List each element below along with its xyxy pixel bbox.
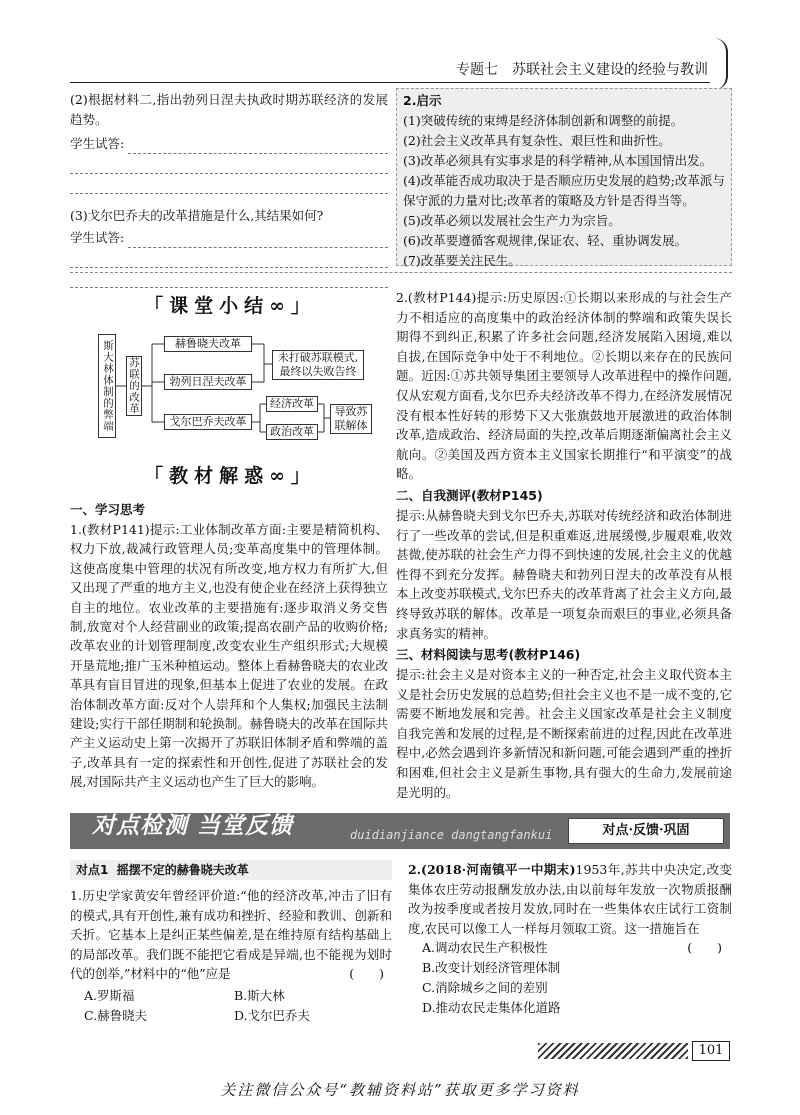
summary-title: 「课堂小结∞」 — [144, 295, 316, 317]
insight-item: (7)改革要关注民生。 — [403, 253, 521, 268]
insights-title: 2.启示 — [403, 93, 442, 108]
reading-text: 提示:社会主义是对资本主义的一种否定,社会主义取代资本主义是社会历史发展的总趋势;但社会主义也不是一成不变的,它需要不断地发展和完善。社会主义国家改革是社会主义制度自我完善和发展的过程,是不断探索前进的过程,因此在改革进程中,必然会遇到许多新情况和新问题,可能会遇到严重的挫折和困难,但社会主义是新生事物,具有强大的生命力,发展前途是光明的。 — [396, 667, 732, 800]
answer-bracket[interactable]: ( ) — [687, 940, 722, 956]
diagram-polit-box: 政治改革 — [266, 424, 318, 440]
practice-right-column — [408, 860, 732, 1018]
answer-line[interactable] — [128, 232, 388, 248]
reading-heading: 三、材料阅读与思考(教材P146) — [396, 647, 581, 663]
summary-title-text: 课堂小结 — [169, 295, 270, 317]
insight-item: (2)社会主义改革具有复杂性、艰巨性和曲折性。 — [403, 133, 671, 148]
section-divider — [70, 272, 732, 273]
study-think-answer: 1.(教材P141)提示:工业体制改革方面:主要是精简机构、权力下放,裁减行政管理人员;变革高度集中的管理体制。这使高度集中管理的状况有所改变,地方权力有所扩大,但又出现了严重的地方主义,也没有使企业在经济上获得独立自主的地位。农业改革的主要措施有:逐步取消义务交售制,放宽对个人经营副业的政策;提高农副产品的收购价格;改革农业的计划管理制度,改变农业生产组织形式;大规模开垦荒地;推广玉米种植运动。整体上看赫鲁晓夫的农业改革具有盲目冒进的现象,但基本上促进了农业的发展。在政治体制改革方面:反对个人崇拜和个人集权;加强民主法制建设;实行干部任期制和轮换制。赫鲁晓夫的改革在国际共产主义运动史上第一次揭开了苏联旧体制矛盾和弊端的盖子,改革具有一定的探索性和开创性,促进了苏联社会的发展,对国际共产主义运动也产生了巨大的影响。 — [70, 522, 388, 790]
option-c[interactable]: C.赫鲁晓夫 — [84, 1007, 148, 1023]
question-2-text: 1953年,苏共中央决定,改变集体农庄劳动报酬发放办法,由以前每年发放一次物质报酬改为按季度或者按月发放,同时在一些集体农庄试行工资制度,农民可以像工人一样每月领取工资。这一措施旨在 — [408, 862, 732, 936]
point-title: 摇摆不定的赫鲁晓夫改革 — [116, 863, 249, 877]
question-2-source: 2.(2018·河南镇平一中期末) — [408, 862, 576, 877]
answer-label-2: 学生试答: — [70, 136, 125, 151]
page-number-decoration — [538, 1043, 688, 1059]
option-b[interactable]: B.改变计划经济管理体制 — [422, 960, 561, 976]
header-rule — [70, 82, 710, 83]
question-1-text: 1.历史学家黄安年曾经评价道:“他的经济改革,冲击了旧有的模式,具有开创性,兼有成功和挫折、经验和教训、创新和夭折。它基本上是纠正某些偏差,是在维持原有结构基础上的局部改革。我们既不能把它看成是异端,也不能视为划时代的创举,”材料中的“他”应是 — [70, 888, 392, 982]
textbook-right-column — [396, 288, 732, 802]
answer-bracket[interactable]: ( ) — [349, 966, 384, 982]
option-b[interactable]: B.斯大林 — [234, 987, 285, 1003]
answer-line[interactable] — [70, 272, 388, 288]
practice-left-column — [70, 860, 392, 1026]
question-2: (2)根据材料二,指出勃列日涅夫执政时期苏联经济的发展趋势。 — [70, 92, 388, 127]
self-test-heading: 二、自我测评(教材P145) — [396, 487, 543, 503]
diagram-gorbachev-box: 戈尔巴乔夫改革 — [164, 414, 252, 430]
banner-tag: 对点·反馈·巩固 — [568, 818, 724, 844]
diagram-khrushchev-box: 赫鲁晓夫改革 — [164, 336, 252, 352]
header-bracket-decoration — [714, 38, 728, 90]
answer-2-text: 2.(教材P144)提示:历史原因:①长期以来形成的与社会生产力不相适应的高度集中的政治经济体制的弊端和政策失误长期得不到纠正,积累了许多社会问题,经济发展陷入困境,难以自拔,在国际竞争中处于不利地位。②长期以来存在的民族问题。近因:①苏共领导集团主要领导人改革进程中的操作问题,仅从宏观方面看,戈尔巴乔夫经济改革不得力,在经济发展情况没有根本性好转的形势下又大张旗鼓地开展激进的政治体制改革,造成政治、经济局面的失控,改革后期逐渐偏离社会主义航向。②美国及西方资本主义国家长期推行“和平演变”的战略。 — [396, 290, 732, 482]
point-heading — [70, 860, 392, 880]
self-test-text: 提示:从赫鲁晓夫到戈尔巴乔夫,苏联对传统经济和政治体制进行了一些改革的尝试,但是积重难返,进展缓慢,步履艰难,收效甚微,使苏联的社会生产力得不到快速的发展,社会主义的优越性得不到充分发挥。赫鲁晓夫和勃列日涅夫的改革没有从根本上改变苏联模式,戈尔巴乔夫的改革背离了社会主义方向,最终导致苏联的解体。改革是一项复杂而艰巨的事业,必须具备求真务实的精神。 — [396, 507, 732, 641]
question-3: (3)戈尔巴乔夫的改革措施是什么,其结果如何? — [70, 208, 324, 223]
banner-title: 对点检测 当堂反馈 — [92, 813, 294, 839]
option-d[interactable]: D.戈尔巴乔夫 — [234, 1007, 311, 1023]
insight-item: (1)突破传统的束缚是经济体制创新和调整的前提。 — [403, 113, 684, 128]
diagram-brezhnev-box: 勃列日涅夫改革 — [164, 374, 252, 390]
footer-note: 关注微信公众号“教辅资料站”获取更多学习资料 — [220, 1081, 580, 1099]
answer-label-3: 学生试答: — [70, 230, 125, 245]
banner-subtitle: duidianjiance dangtangfankui — [350, 828, 553, 842]
answer-line[interactable] — [70, 252, 388, 268]
diagram-root-box: 斯大林体制的弊端 — [98, 334, 116, 438]
q1-options — [70, 986, 392, 1026]
option-a[interactable]: A.调动农民生产积极性 — [422, 940, 548, 956]
textbook-title: 「教材解惑∞」 — [144, 465, 316, 487]
option-c[interactable]: C.消除城乡之间的差别 — [422, 980, 548, 996]
diagram-result1-box: 未打破苏联模式,最终以失败告终 — [272, 350, 364, 380]
page-number: 101 — [692, 1041, 730, 1061]
q2-options — [408, 938, 732, 1018]
answer-line[interactable] — [70, 178, 388, 194]
insight-item: (4)改革能否成功取决于是否顺应历史发展的趋势;改革派与保守派的力量对比;改革者的策略及方针是否得当等。 — [403, 173, 725, 208]
diagram-econ-box: 经济改革 — [266, 396, 318, 412]
insight-item: (3)改革必须具有实事求是的科学精神,从本国国情出发。 — [403, 153, 713, 168]
summary-diagram — [92, 332, 376, 440]
answer-line[interactable] — [70, 158, 388, 174]
option-a[interactable]: A.罗斯福 — [84, 987, 135, 1003]
answer-line[interactable] — [128, 138, 388, 154]
textbook-title-text: 教材解惑 — [169, 465, 270, 487]
page-header-title: 专题七 苏联社会主义建设的经验与教训 — [456, 62, 708, 78]
insight-item: (6)改革要遵循客观规律,保证农、轻、重协调发展。 — [403, 233, 688, 248]
option-d[interactable]: D.推动农民走集体化道路 — [422, 1000, 561, 1016]
diagram-mid-box: 苏联的改革 — [128, 357, 140, 415]
insight-item: (5)改革必须以发展社会生产力为宗旨。 — [403, 213, 621, 228]
left-top-questions — [70, 90, 388, 288]
question-1 — [70, 886, 392, 984]
point-label: 对点1 — [76, 863, 109, 877]
insights-box — [396, 88, 732, 266]
textbook-left-column — [70, 500, 388, 792]
diagram-result2-box: 导致苏联解体 — [330, 404, 372, 434]
study-think-heading: 一、学习思考 — [70, 502, 146, 517]
